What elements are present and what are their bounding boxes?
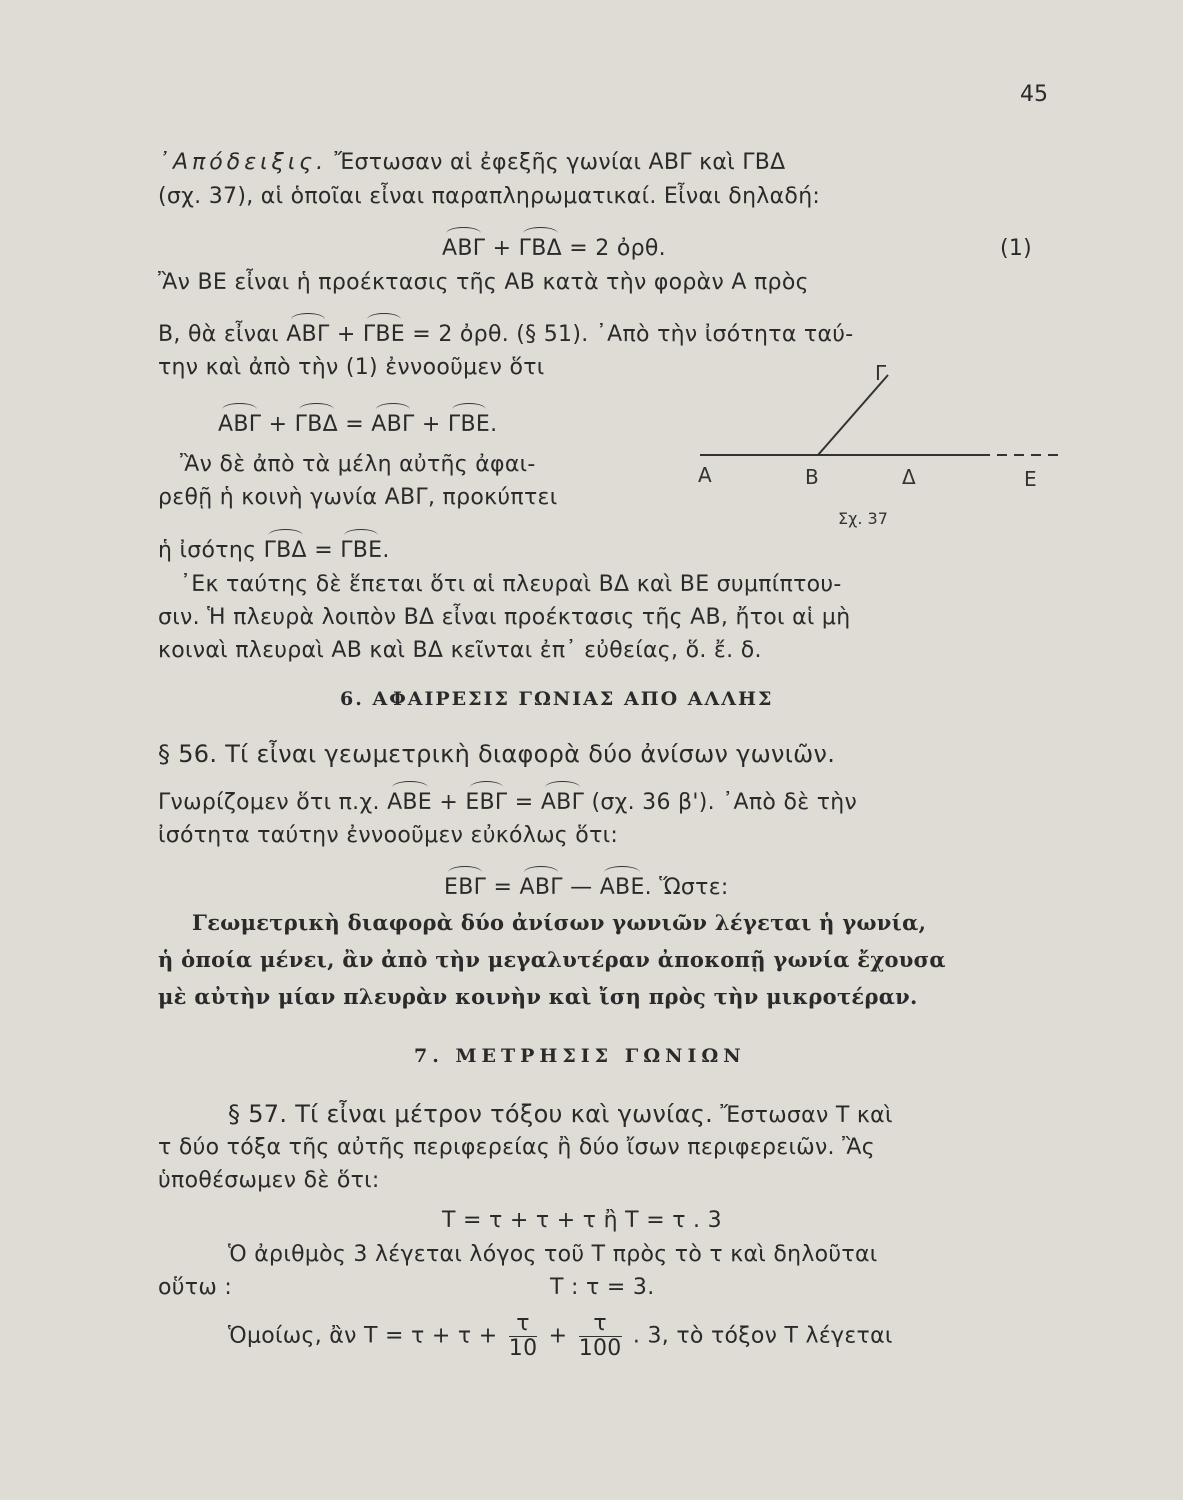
equation-1-rest: = 2 ὀρθ. bbox=[569, 236, 666, 261]
label-d: Δ bbox=[902, 465, 916, 489]
period: . bbox=[490, 412, 498, 437]
equation-1-number: (1) bbox=[1000, 236, 1033, 261]
s57-line-5-b: . 3, τὸ τόξον Τ λέγεται bbox=[632, 1323, 893, 1349]
plus-sign: + bbox=[268, 412, 288, 437]
proof-line-7: ρεθῇ ἡ κοινὴ γωνία ΑΒΓ, προκύπτει bbox=[158, 485, 558, 510]
proof-line-4 bbox=[158, 322, 854, 347]
s57-line-2: ὑποθέσωμεν δὲ ὅτι: bbox=[158, 1168, 380, 1193]
angle-abg: ΑΒΓ bbox=[218, 412, 262, 437]
proof-line-4-a: Β, θὰ εἶναι bbox=[158, 322, 279, 347]
label-e: Ε bbox=[1024, 467, 1037, 491]
equals-sign: = bbox=[514, 790, 534, 815]
equals-sign: = bbox=[314, 538, 333, 563]
section-57-title: § 57. Τί εἶναι μέτρον τόξου καὶ γωνίας. bbox=[228, 1100, 714, 1128]
minus-sign: — bbox=[570, 875, 593, 900]
angle-gbd: ΓΒΔ bbox=[518, 236, 562, 261]
angle-abe: ΑΒΕ bbox=[387, 790, 433, 815]
plus-sign: + bbox=[336, 322, 356, 347]
page-number: 45 bbox=[1020, 82, 1048, 107]
fraction-numerator: τ bbox=[579, 1312, 622, 1337]
s56-definition-3: μὲ αὐτὴν μίαν πλευρὰν κοινὴν καὶ ἴση πρὸς τὴν μικροτέραν. bbox=[158, 984, 918, 1009]
equals-sign: = bbox=[345, 412, 364, 437]
s56-equation bbox=[444, 875, 729, 900]
s57-line-3: Ὁ ἀριθμὸς 3 λέγεται λόγος τοῦ Τ πρὸς τὸ τ καὶ δηλοῦται bbox=[228, 1242, 878, 1267]
s57-equation-1: Τ = τ + τ + τ ἢ Τ = τ . 3 bbox=[442, 1208, 722, 1233]
plus-sign: + bbox=[548, 1323, 568, 1349]
s56-line-1-a: Γνωρίζομεν ὅτι π.χ. bbox=[158, 790, 380, 815]
label-a: Α bbox=[698, 463, 712, 487]
section-57-title-line bbox=[228, 1100, 893, 1128]
angle-abg: ΑΒΓ bbox=[519, 875, 563, 900]
angle-abg: ΑΒΓ bbox=[442, 236, 486, 261]
proof-line-4-e: = 2 ὀρθ. (§ 51). ᾿Απὸ τὴν ἰσότητα ταύ- bbox=[412, 322, 854, 347]
angle-abe: ΑΒΕ bbox=[599, 875, 645, 900]
proof-label: ᾿Απόδειξις. bbox=[158, 150, 328, 175]
proof-line-11: κοιναὶ πλευραὶ ΑΒ καὶ ΒΔ κεῖνται ἐπ᾿ εὐθείας, ὅ. ἔ. δ. bbox=[158, 638, 762, 663]
angle-gbd: ΓΒΔ bbox=[263, 538, 307, 563]
section-57-title-rest: Ἔστωσαν Τ καὶ bbox=[720, 1103, 893, 1128]
equation-1 bbox=[442, 236, 666, 261]
s56-line-1 bbox=[158, 790, 857, 815]
angle-ebg: ΕΒΓ bbox=[465, 790, 508, 815]
label-b: Β bbox=[805, 465, 819, 489]
fraction-denominator: 100 bbox=[578, 1336, 622, 1361]
figure-37 bbox=[690, 360, 1070, 530]
s56-line-1-g: (σχ. 36 β'). ᾿Απὸ δὲ τὴν bbox=[591, 790, 858, 815]
angle-abg: ΑΒΓ bbox=[371, 412, 415, 437]
section-heading-6: 6. ΑΦΑΙΡΕΣΙΣ ΓΩΝΙΑΣ ΑΠΟ ΑΛΛΗΣ bbox=[340, 688, 774, 710]
angle-gbe: ΓΒΕ bbox=[362, 322, 405, 347]
proof-line-9: ᾿Εκ ταύτης δὲ ἕπεται ὅτι αἱ πλευραὶ ΒΔ καὶ ΒΕ συμπίπτου- bbox=[180, 572, 842, 597]
angle-gbe: ΓΒΕ bbox=[447, 412, 491, 437]
fraction-t-over-100 bbox=[579, 1312, 622, 1361]
proof-line-1 bbox=[158, 150, 786, 175]
fraction-numerator: τ bbox=[509, 1312, 538, 1337]
plus-sign: + bbox=[492, 236, 512, 261]
section-56-title: § 56. Τί εἶναι γεωμετρικὴ διαφορὰ δύο ἀνίσων γωνιῶν. bbox=[158, 740, 836, 768]
s56-line-2: ἰσότητα ταύτην ἐννοοῦμεν εὐκόλως ὅτι: bbox=[158, 823, 619, 848]
ray-bg bbox=[818, 375, 888, 455]
angle-abg: ΑΒΓ bbox=[286, 322, 330, 347]
equation-2 bbox=[218, 412, 497, 437]
fraction-t-over-10 bbox=[509, 1312, 538, 1361]
section-heading-7: 7. ΜΕΤΡΗΣΙΣ ΓΩΝΙΩΝ bbox=[414, 1045, 746, 1067]
s56-definition-1: Γεωμετρικὴ διαφορὰ δύο ἀνίσων γωνιῶν λέγεται ἡ γωνία, bbox=[192, 910, 927, 935]
period: . bbox=[382, 538, 390, 563]
s57-line-4-b: Τ : τ = 3. bbox=[550, 1275, 655, 1300]
angle-gbd: ΓΒΔ bbox=[294, 412, 338, 437]
proof-line-2: (σχ. 37), αἱ ὁποῖαι εἶναι παραπληρωματικαί. Εἶναι δηλαδή: bbox=[158, 184, 821, 209]
s57-line-1: τ δύο τόξα τῆς αὐτῆς περιφερείας ἢ δύο ἴσων περιφερειῶν. Ἂς bbox=[158, 1135, 875, 1160]
proof-line-5: την καὶ ἀπὸ τὴν (1) ἐννοοῦμεν ὅτι bbox=[158, 355, 545, 380]
proof-line-8-a: ἡ ἰσότης bbox=[158, 538, 257, 563]
angle-gbe: ΓΒΕ bbox=[340, 538, 383, 563]
angle-abg: ΑΒΓ bbox=[540, 790, 585, 815]
plus-sign: + bbox=[439, 790, 459, 815]
figure-caption: Σχ. 37 bbox=[838, 509, 888, 528]
plus-sign: + bbox=[421, 412, 441, 437]
s56-equation-end: . Ὥστε: bbox=[644, 875, 729, 900]
s57-line-5 bbox=[228, 1312, 893, 1361]
fraction-denominator: 10 bbox=[508, 1336, 538, 1361]
proof-line-10: σιν. Ἡ πλευρὰ λοιπὸν ΒΔ εἶναι προέκτασις τῆς ΑΒ, ἤτοι αἱ μὴ bbox=[158, 605, 851, 630]
label-gamma: Γ bbox=[875, 361, 887, 385]
proof-text-1: Ἔστωσαν αἱ ἐφεξῆς γωνίαι ΑΒΓ καὶ ΓΒΔ bbox=[334, 150, 786, 175]
equals-sign: = bbox=[493, 875, 513, 900]
s57-line-5-a: Ὁμοίως, ἂν Τ = τ + τ + bbox=[228, 1323, 498, 1349]
s56-definition-2: ἡ ὁποία μένει, ἂν ἀπὸ τὴν μεγαλυτέραν ἀποκοπῇ γωνία ἔχουσα bbox=[158, 947, 946, 972]
proof-line-6: Ἂν δὲ ἀπὸ τὰ μέλη αὐτῆς ἀφαι- bbox=[180, 452, 536, 477]
proof-line-3: Ἂν ΒΕ εἶναι ἡ προέκτασις τῆς ΑΒ κατὰ τὴν φορὰν Α πρὸς bbox=[158, 270, 809, 295]
s57-line-4-a: οὕτω : bbox=[158, 1275, 233, 1300]
angle-ebg: ΕΒΓ bbox=[444, 875, 487, 900]
proof-line-8 bbox=[158, 538, 390, 563]
